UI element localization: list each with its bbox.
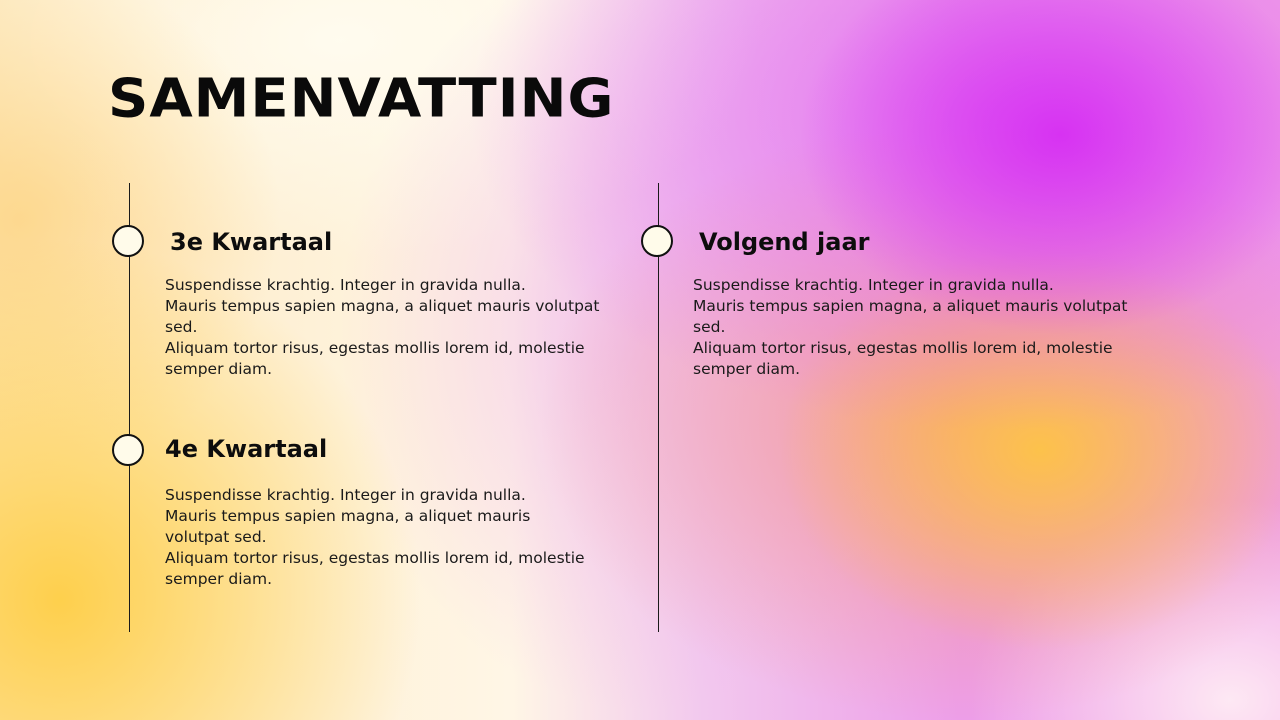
- body-next-year-line-3: Aliquam tortor risus, egestas mollis lorem id, molestie semper diam.: [693, 339, 1113, 378]
- timeline-marker-q4: [112, 434, 144, 466]
- body-q4: [165, 485, 585, 590]
- slide-title: SAMENVATTING: [108, 68, 615, 130]
- body-q3: [165, 275, 630, 380]
- body-next-year-line-1: Suspendisse krachtig. Integer in gravida nulla.: [693, 276, 1054, 294]
- body-q4-line-1: Suspendisse krachtig. Integer in gravida nulla.: [165, 486, 526, 504]
- body-next-year: [693, 275, 1158, 380]
- heading-q4: 4e Kwartaal: [165, 435, 328, 463]
- body-q3-line-3: Aliquam tortor risus, egestas mollis lorem id, molestie semper diam.: [165, 339, 585, 378]
- timeline-marker-q3: [112, 225, 144, 257]
- body-q3-line-2: Mauris tempus sapien magna, a aliquet mauris volutpat sed.: [165, 297, 600, 336]
- timeline-marker-next-year: [641, 225, 673, 257]
- body-q3-line-1: Suspendisse krachtig. Integer in gravida nulla.: [165, 276, 526, 294]
- body-q4-line-3: Aliquam tortor risus, egestas mollis lorem id, molestie semper diam.: [165, 549, 585, 588]
- body-q4-line-2: Mauris tempus sapien magna, a aliquet mauris volutpat sed.: [165, 507, 531, 546]
- heading-q3: 3e Kwartaal: [170, 228, 333, 256]
- heading-next-year: Volgend jaar: [699, 228, 870, 256]
- body-next-year-line-2: Mauris tempus sapien magna, a aliquet mauris volutpat sed.: [693, 297, 1128, 336]
